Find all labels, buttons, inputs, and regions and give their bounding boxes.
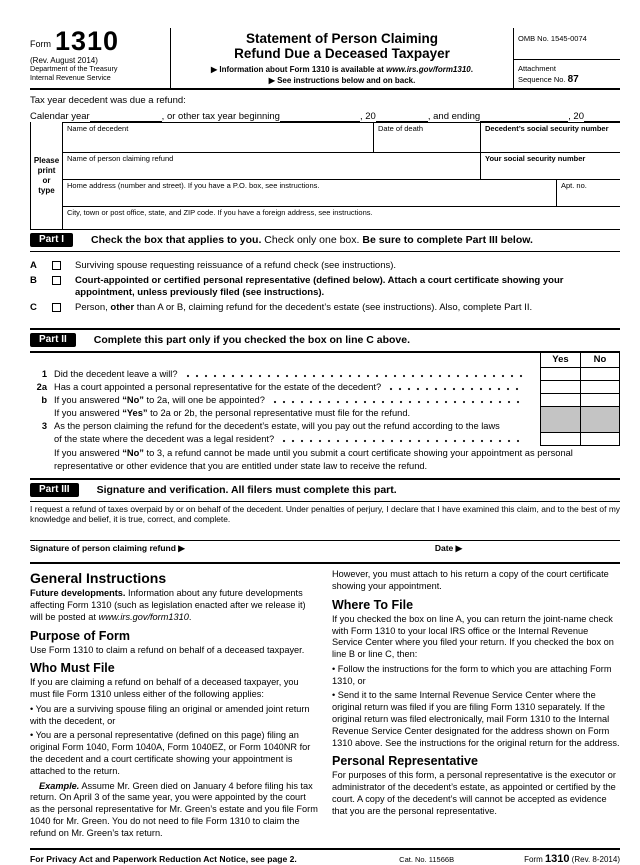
where-to-file-heading: Where To File — [332, 597, 414, 612]
future-developments-paragraph — [30, 588, 318, 623]
option-a-text: Surviving spouse requesting reissuance of a refund check (see instructions). — [75, 260, 397, 271]
agency-line-2: Internal Revenue Service — [30, 72, 111, 82]
info-dot: . — [470, 65, 473, 75]
question-2b-row — [30, 394, 620, 407]
ending-date-field[interactable] — [480, 110, 568, 122]
calendar-year-row — [30, 110, 620, 122]
question-3-number: 3 — [41, 420, 47, 431]
yes-no-header-row — [30, 353, 620, 368]
future-developments-lead: Future developments. — [30, 588, 126, 599]
purpose-of-form-paragraph: Use Form 1310 to claim a refund on behalf of a deceased taxpayer. — [30, 644, 305, 655]
question-3-row-line-1 — [30, 420, 620, 433]
option-b-text: Court-appointed or certified personal representative (defined below). Attach a court certificate showing your appointment, unless previously filed (see instructions). — [75, 274, 564, 298]
footer-form-number: 1310 — [544, 853, 570, 865]
option-c-post: than A or B, claiming refund for the decedent’s estate (see instructions). Also, complete Part II. — [134, 301, 533, 313]
option-a-checkbox[interactable] — [52, 261, 61, 270]
form-number: 1310 — [55, 26, 120, 56]
footer-form-revision: (Rev. 8-2014) — [569, 855, 620, 865]
part-1-section — [30, 230, 620, 323]
question-2b-post: to 2a, will one be appointed? — [143, 394, 265, 405]
and-ending-label: , and ending — [427, 111, 481, 122]
personal-representative-heading: Personal Representative — [332, 754, 478, 769]
home-address-field[interactable] — [63, 180, 556, 206]
other-tax-year-label: , or other tax year beginning — [161, 111, 280, 122]
question-2b-no-cell[interactable] — [580, 394, 620, 407]
question-2a-no-cell[interactable] — [580, 381, 620, 394]
shaded-yes-cell — [540, 407, 580, 420]
note-2-bold: “Yes” — [122, 407, 148, 418]
future-developments-text: Information about any future developments affecting Form 1310 (such as legislation enacted after we release it) will be posted at — [30, 588, 306, 622]
question-2b-yes-cell[interactable] — [540, 394, 580, 407]
info-text: ▶ Information about Form 1310 is available at — [211, 65, 387, 75]
attachment-word: Attachment — [518, 64, 556, 74]
note-2-post: to 2a or 2b, the personal representative must file for the refund. — [147, 407, 411, 418]
page-footer — [30, 848, 620, 865]
form-title-block — [170, 28, 514, 88]
part-1-badge: Part I — [30, 233, 73, 247]
where-to-file-bullet-2: • Send it to the same Internal Revenue Service Center where the original return was filed if you are filing Form 1310 separately. If the original return was filed electronically, mail Form 1310 to the Internal Revenue Service Center designated for the address shown on Form 1310 above. See the instructions for the original return for the address. — [332, 690, 620, 748]
home-address-label: Home address (number and street). If you have a P.O. box, see instructions. — [67, 181, 320, 190]
name-of-claimant-field[interactable] — [63, 153, 480, 179]
decedent-ssn-label: Decedent’s social security number — [485, 124, 609, 133]
question-3-text-line-2: of the state where the decedent was a legal resident? — [54, 433, 275, 444]
question-1-row — [30, 368, 620, 381]
form-header — [30, 28, 620, 90]
question-3-text-line-1: As the person claiming the refund for the decedent’s estate, will you pay out the refund according to the laws — [54, 420, 500, 431]
continuation-paragraph: However, you must attach to his return a copy of the court certificate showing your appointment. — [332, 569, 609, 592]
question-3-row-line-2 — [30, 433, 620, 446]
question-2a-yes-cell[interactable] — [540, 381, 580, 394]
who-must-file-bullet-2: • You are a personal representative (defined on this page) filing an original Form 1040, Form 1040A, Form 1040EZ, or Form 1040NR for the decedent and a court certificate showing your appointment is attached to the return. — [30, 730, 311, 776]
date-of-death-field[interactable] — [373, 123, 480, 152]
question-2b-text — [54, 394, 265, 407]
option-c-bold: other — [110, 301, 135, 313]
option-b-row — [30, 275, 620, 299]
signature-row — [30, 540, 620, 564]
instructions-left-column — [30, 569, 318, 842]
question-2b-number: b — [41, 394, 47, 405]
tax-year-intro: Tax year decedent was due a refund: — [30, 95, 186, 106]
date-of-death-label: Date of death — [378, 124, 424, 133]
note-2-row — [30, 407, 620, 420]
question-2a-number: 2a — [36, 381, 47, 392]
option-c-letter: C — [30, 301, 37, 313]
form-title-line-2: Refund Due a Deceased Taxpayer — [234, 46, 450, 62]
future-developments-url-link[interactable]: www.irs.gov/form1310 — [98, 611, 189, 622]
catalog-number: Cat. No. 11566B — [399, 855, 455, 865]
note-3-bold: “No” — [122, 447, 144, 458]
question-1-number: 1 — [41, 368, 47, 379]
note-3-post: to 3, a refund cannot be made until you submit a court certificate showing your appointment as personal representative or other evidence that you are entitled under state law to receive the refund. — [54, 447, 573, 471]
identity-fields — [63, 122, 620, 229]
yes-column-header: Yes — [540, 353, 580, 368]
question-3-yes-cell[interactable] — [540, 433, 580, 446]
decedent-ssn-field[interactable] — [480, 123, 620, 152]
please-print-or-type-label — [30, 122, 63, 229]
personal-representative-paragraph: For purposes of this form, a personal representative is the executor or administrator of the decedent’s estate, as appointed or certified by the court. A copy of the decedent’s will cannot be accepted as evidence that you are the personal representative. — [332, 770, 616, 816]
date-field[interactable] — [462, 543, 620, 554]
who-must-file-bullet-1: • You are a surviving spouse filing an original or amended joint return with the decedent, or — [30, 703, 310, 726]
where-to-file-paragraph: If you checked the box on line A, you can return the joint-name check with Form 1310 to your local IRS office or the Internal Revenue Service Center where you filed your return. If you checked the box on line B or line C, then: — [332, 613, 614, 660]
part-2-heading — [94, 334, 410, 346]
question-2b-bold: “No” — [122, 394, 144, 405]
general-instructions-heading: General Instructions — [30, 570, 167, 587]
ending-year-field[interactable] — [584, 110, 620, 122]
privacy-act-notice: For Privacy Act and Paperwork Reduction Act Notice, see page 2. — [30, 854, 297, 865]
who-must-file-paragraph: If you are claiming a refund on behalf of a deceased taxpayer, you must file Form 1310 unless either of the following applies: — [30, 677, 299, 700]
agency-line-1: Department of the Treasury — [30, 63, 118, 73]
part-1-heading — [91, 234, 533, 246]
calendar-year-field[interactable] — [90, 110, 162, 122]
future-developments-dot: . — [188, 611, 192, 622]
form-word: Form — [30, 38, 51, 49]
name-of-decedent-label: Name of decedent — [67, 124, 129, 133]
who-must-file-heading: Who Must File — [30, 661, 115, 676]
info-url-link[interactable]: www.irs.gov/form1310 — [386, 65, 471, 75]
purpose-of-form-heading: Purpose of Form — [30, 628, 131, 643]
type-word: type — [38, 185, 55, 195]
part-2-grid — [30, 353, 620, 446]
beginning-20-label: , 20 — [359, 111, 376, 122]
option-a-letter: A — [30, 260, 37, 271]
part-3-badge: Part III — [30, 483, 79, 497]
your-ssn-label: Your social security number — [485, 154, 586, 163]
omb-number: OMB No. 1545-0074 — [514, 28, 620, 60]
please-word: Please — [33, 155, 60, 165]
question-2b-pre: If you answered — [54, 394, 123, 405]
name-of-claimant-label: Name of person claiming refund — [67, 154, 174, 163]
form-title-line-1: Statement of Person Claiming — [245, 31, 439, 46]
tax-year-beginning-field[interactable] — [280, 110, 360, 122]
signature-label: Signature of person claiming refund ▶ — [30, 543, 185, 554]
city-state-zip-label: City, town or post office, state, and ZIP code. If you have a foreign address, see instructions. — [67, 208, 373, 217]
question-1-no-cell[interactable] — [580, 368, 620, 381]
ending-20-label: , 20 — [568, 111, 584, 122]
part-3-heading — [97, 484, 397, 496]
shaded-no-cell — [580, 407, 620, 420]
calendar-year-label: Calendar year — [30, 111, 90, 122]
note-3-pre: If you answered — [54, 447, 123, 458]
shaded-no-cell — [580, 420, 620, 433]
part-1-heading-bold-2: Be sure to complete Part III below. — [362, 234, 533, 246]
part-1-heading-bold-1: Check the box that applies to you. — [91, 234, 262, 246]
example-paragraph — [30, 781, 318, 840]
option-b-letter: B — [30, 274, 37, 286]
dot-leader — [389, 387, 524, 391]
shaded-yes-cell — [540, 420, 580, 433]
part-3-section — [30, 478, 620, 565]
option-a-row — [30, 260, 620, 272]
question-2a-row — [30, 381, 620, 394]
form-info-lines — [179, 65, 505, 86]
note-2-text — [54, 407, 410, 420]
city-state-zip-field[interactable] — [63, 207, 620, 229]
option-b-checkbox[interactable] — [52, 276, 61, 285]
note-3-text — [54, 447, 582, 473]
part-1-heading-normal: Check only one box. — [261, 234, 363, 246]
option-c-pre: Person, — [75, 301, 111, 313]
note-2-pre: If you answered — [54, 407, 123, 418]
revision-date: (Rev. August 2014) — [30, 55, 98, 65]
info-line-2: ▶ See instructions below and on back. — [268, 75, 416, 85]
instructions-right-column — [332, 569, 620, 842]
perjury-statement: I request a refund of taxes overpaid by or on behalf of the decedent. Under penalties of perjury, I declare that I have examined this claim, and to the best of my knowledge and belief, it is true, correct, and complete. — [30, 503, 620, 525]
example-text: Assume Mr. Green died on January 4 before filing his tax return. On April 3 of the same year, you were appointed by the court as the personal representative for Mr. Green’s estate and you file Form 1040 for Mr. Green. You do not need to file Form 1310 to claim the refund on Mr. Green’s tax return. — [30, 780, 318, 838]
apt-no-field[interactable] — [556, 180, 620, 206]
signature-field[interactable] — [185, 543, 435, 554]
attachment-sequence — [514, 60, 620, 88]
option-c-checkbox[interactable] — [52, 303, 61, 312]
no-column-header: No — [580, 353, 620, 368]
identity-table — [30, 122, 620, 230]
form-1310-page — [30, 0, 620, 865]
option-c-text — [75, 302, 620, 314]
apt-no-label: Apt. no. — [561, 181, 587, 190]
omb-block — [514, 28, 620, 88]
question-1-text: Did the decedent leave a will? — [54, 368, 178, 379]
instructions — [30, 569, 620, 842]
part-3-heading-text: Signature and verification. All filers must complete this part. — [96, 483, 397, 496]
name-of-decedent-field[interactable] — [63, 123, 373, 152]
where-to-file-bullet-1: • Follow the instructions for the form to which you are attaching Form 1310, or — [332, 663, 612, 686]
example-lead: Example. — [39, 780, 80, 791]
option-c-row — [30, 302, 620, 314]
or-word: or — [42, 175, 51, 185]
part-2-section — [30, 328, 620, 473]
question-2a-text: Has a court appointed a personal representative for the estate of the decedent? — [54, 381, 382, 392]
question-1-yes-cell[interactable] — [540, 368, 580, 381]
form-id-block — [30, 28, 170, 88]
your-ssn-field[interactable] — [480, 153, 620, 179]
sequence-word: Sequence No. — [518, 74, 568, 84]
footer-form-word: Form — [524, 855, 545, 865]
beginning-year-field[interactable] — [376, 110, 428, 122]
date-label: Date ▶ — [434, 543, 463, 554]
part-2-heading-text: Complete this part only if you checked the box on line C above. — [93, 333, 411, 346]
dot-leader — [282, 439, 524, 443]
part-1-options — [30, 252, 620, 323]
dot-leader — [186, 374, 524, 378]
form-footer-id — [524, 853, 620, 865]
part-2-badge: Part II — [30, 333, 76, 347]
dot-leader — [273, 400, 524, 404]
print-word: print — [37, 165, 56, 175]
question-3-no-cell[interactable] — [580, 433, 620, 446]
sequence-number: 87 — [567, 73, 579, 85]
